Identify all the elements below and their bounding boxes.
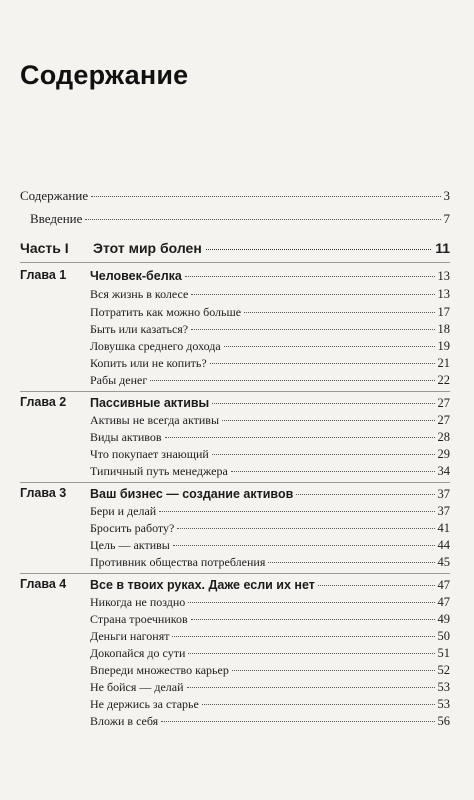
divider xyxy=(20,482,450,483)
section-page: 56 xyxy=(437,714,450,728)
section-page: 37 xyxy=(437,504,450,518)
toc-entry-intro xyxy=(30,211,450,227)
section-page: 41 xyxy=(437,521,450,535)
leader-dots xyxy=(268,562,434,563)
entry-page: 3 xyxy=(443,188,450,203)
section-page: 19 xyxy=(437,339,450,353)
leader-dots xyxy=(206,249,431,250)
section-entry xyxy=(90,338,450,354)
leader-dots xyxy=(177,528,434,529)
part-title: Этот мир болен xyxy=(93,240,202,256)
section-title: Быть или казаться? xyxy=(90,322,189,336)
section-page: 17 xyxy=(437,305,450,319)
section-title: Копить или не копить? xyxy=(90,356,207,370)
section-entry xyxy=(90,429,450,445)
section-entry xyxy=(90,372,450,388)
section-entry xyxy=(90,520,450,536)
divider xyxy=(20,262,450,263)
leader-dots xyxy=(212,403,434,404)
toc-entry-contents xyxy=(20,188,450,204)
chapter-heading xyxy=(90,486,450,502)
section-entry xyxy=(90,713,450,729)
section-entry xyxy=(90,412,450,428)
section-entry xyxy=(90,304,450,320)
chapter-title: Человек-белка xyxy=(90,269,182,283)
section-page: 28 xyxy=(437,430,450,444)
section-page: 53 xyxy=(437,697,450,711)
section-title: Потратить как можно больше xyxy=(90,305,242,319)
section-entry xyxy=(90,537,450,553)
section-entry xyxy=(90,662,450,678)
section-page: 18 xyxy=(437,322,450,336)
divider xyxy=(20,573,450,574)
section-page: 47 xyxy=(437,595,450,609)
section-entry xyxy=(90,645,450,661)
section-page: 50 xyxy=(437,629,450,643)
section-title: Противник общества потребления xyxy=(90,555,266,569)
leader-dots xyxy=(244,312,434,313)
section-page: 53 xyxy=(437,680,450,694)
chapter-label: Глава 2 xyxy=(20,395,67,409)
section-entry xyxy=(90,286,450,302)
leader-dots xyxy=(202,704,435,705)
section-entry xyxy=(90,355,450,371)
leader-dots xyxy=(85,219,440,220)
section-title: Деньги нагонят xyxy=(90,629,170,643)
leader-dots xyxy=(296,494,434,495)
chapter-page: 47 xyxy=(437,578,450,592)
section-entry xyxy=(90,679,450,695)
leader-dots xyxy=(210,363,435,364)
part-page: 11 xyxy=(435,240,450,256)
section-page: 44 xyxy=(437,538,450,552)
section-title: Что покупает знающий xyxy=(90,447,209,461)
leader-dots xyxy=(185,276,435,277)
chapter-title: Пассивные активы xyxy=(90,396,210,410)
leader-dots xyxy=(222,420,434,421)
leader-dots xyxy=(191,329,434,330)
leader-dots xyxy=(173,545,435,546)
section-title: Впереди множество карьер xyxy=(90,663,229,677)
chapter-title: Все в твоих руках. Даже если их нет xyxy=(90,578,315,592)
section-title: Виды активов xyxy=(90,430,162,444)
section-title: Докопайся до сути xyxy=(90,646,186,660)
section-entry xyxy=(90,446,450,462)
leader-dots xyxy=(187,687,435,688)
part-heading xyxy=(20,240,450,256)
leader-dots xyxy=(172,636,434,637)
section-entry xyxy=(90,611,450,627)
entry-page: 7 xyxy=(443,211,450,226)
leader-dots xyxy=(188,602,434,603)
section-title: Ловушка среднего дохода xyxy=(90,339,221,353)
section-title: Не бойся — делай xyxy=(90,680,184,694)
section-title: Активы не всегда активы xyxy=(90,413,220,427)
section-page: 52 xyxy=(437,663,450,677)
section-page: 34 xyxy=(437,464,450,478)
chapter-page: 37 xyxy=(437,487,450,501)
section-title: Никогда не поздно xyxy=(90,595,186,609)
section-page: 49 xyxy=(437,612,450,626)
section-title: Не держись за старье xyxy=(90,697,199,711)
part-label: Часть I xyxy=(20,240,69,256)
leader-dots xyxy=(224,346,435,347)
leader-dots xyxy=(232,670,435,671)
leader-dots xyxy=(191,619,435,620)
section-page: 51 xyxy=(437,646,450,660)
section-title: Цель — активы xyxy=(90,538,170,552)
chapter-heading xyxy=(90,395,450,411)
section-entry xyxy=(90,696,450,712)
section-page: 45 xyxy=(437,555,450,569)
leader-dots xyxy=(212,454,435,455)
leader-dots xyxy=(231,471,435,472)
section-title: Бери и делай xyxy=(90,504,157,518)
section-entry xyxy=(90,628,450,644)
leader-dots xyxy=(159,511,434,512)
section-entry xyxy=(90,594,450,610)
chapter-page: 13 xyxy=(437,269,450,283)
section-page: 27 xyxy=(437,413,450,427)
leader-dots xyxy=(150,380,434,381)
section-title: Вложи в себя xyxy=(90,714,159,728)
section-entry xyxy=(90,503,450,519)
leader-dots xyxy=(191,294,434,295)
section-page: 29 xyxy=(437,447,450,461)
leader-dots xyxy=(165,437,435,438)
leader-dots xyxy=(318,585,435,586)
divider xyxy=(20,391,450,392)
chapter-label: Глава 4 xyxy=(20,577,67,591)
leader-dots xyxy=(161,721,434,722)
section-page: 13 xyxy=(437,287,450,301)
chapter-title: Ваш бизнес — создание активов xyxy=(90,487,294,501)
section-page: 21 xyxy=(437,356,450,370)
section-entry xyxy=(90,321,450,337)
section-title: Страна троечников xyxy=(90,612,188,626)
section-page: 22 xyxy=(437,373,450,387)
chapter-heading xyxy=(90,577,450,593)
chapter-label: Глава 3 xyxy=(20,486,67,500)
section-title: Бросить работу? xyxy=(90,521,175,535)
chapter-label: Глава 1 xyxy=(20,268,67,282)
chapter-heading xyxy=(90,268,450,284)
section-entry xyxy=(90,463,450,479)
section-entry xyxy=(90,554,450,570)
leader-dots xyxy=(188,653,434,654)
entry-title: Введение xyxy=(30,211,83,226)
chapter-page: 27 xyxy=(437,396,450,410)
leader-dots xyxy=(91,196,440,197)
entry-title: Содержание xyxy=(20,188,89,203)
section-title: Рабы денег xyxy=(90,373,148,387)
section-title: Типичный путь менеджера xyxy=(90,464,228,478)
section-title: Вся жизнь в колесе xyxy=(90,287,189,301)
page-title: Содержание xyxy=(20,60,189,90)
